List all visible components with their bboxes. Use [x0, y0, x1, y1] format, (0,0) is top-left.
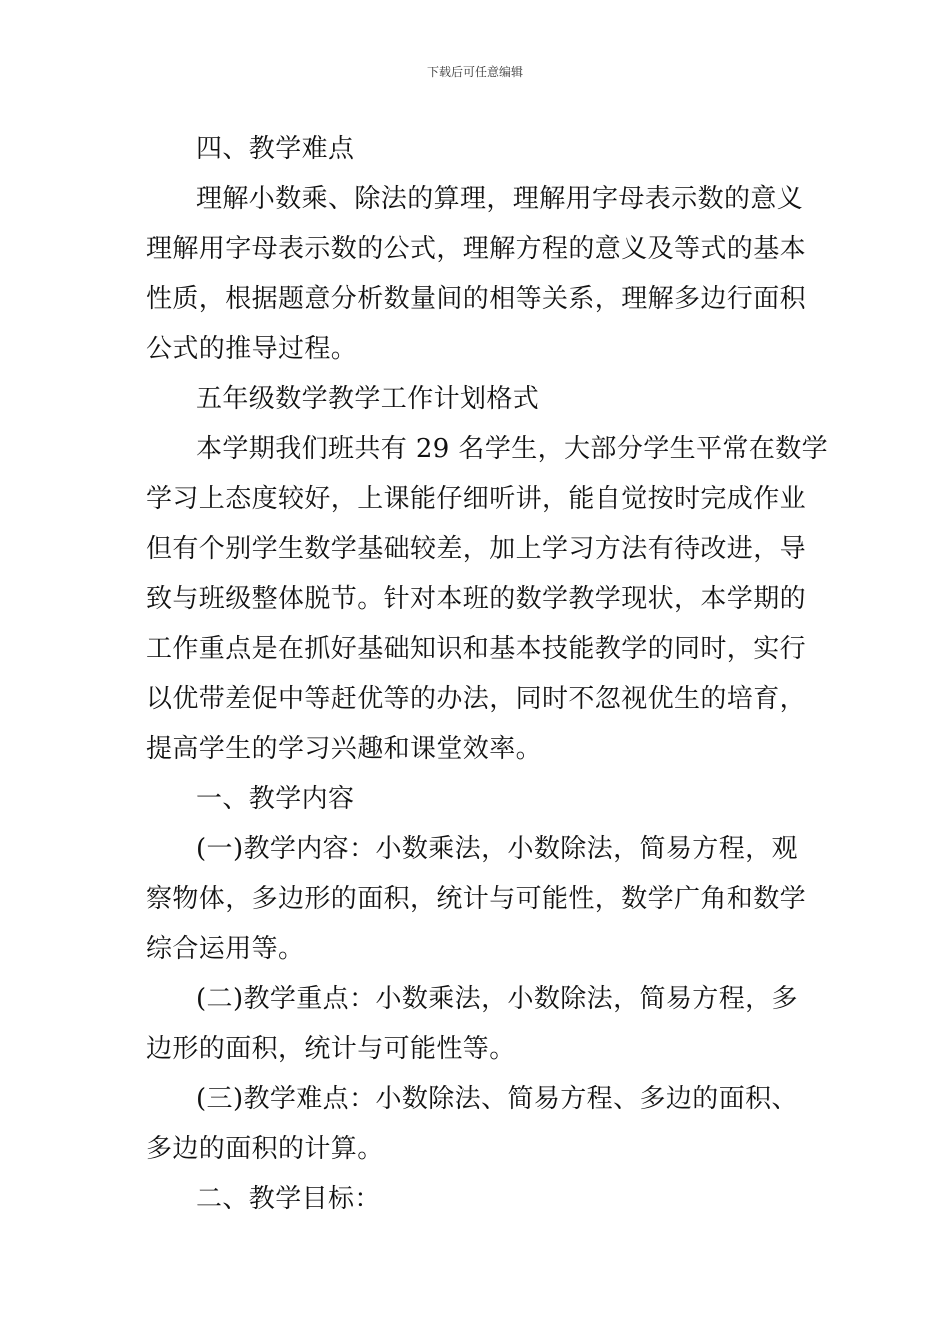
heading-teaching-goals: 二、教学目标： — [196, 1184, 381, 1214]
paragraph-line: (三)教学难点：小数除法、简易方程、多边的面积、 — [196, 1084, 798, 1114]
paragraph-line: 工作重点是在抓好基础知识和基本技能教学的同时，实行 — [146, 634, 807, 664]
paragraph-line: 理解小数乘、除法的算理，理解用字母表示数的意义 — [196, 184, 804, 214]
paragraph-line: 致与班级整体脱节。针对本班的数学教学现状，本学期的 — [146, 584, 807, 614]
paragraph-line: 性质，根据题意分析数量间的相等关系，理解多边行面积 — [146, 284, 807, 314]
paragraph-line: 本学期我们班共有 29 名学生，大部分学生平常在数学 — [196, 434, 829, 464]
paragraph-line: 察物体，多边形的面积，统计与可能性，数学广角和数学 — [146, 884, 807, 914]
paragraph-line: 理解用字母表示数的公式，理解方程的意义及等式的基本 — [146, 234, 807, 264]
paragraph-line: 但有个别学生数学基础较差，加上学习方法有待改进，导 — [146, 534, 807, 564]
paragraph-line: 综合运用等。 — [146, 934, 305, 964]
paragraph-line: (一)教学内容：小数乘法，小数除法，简易方程，观 — [196, 834, 798, 864]
paragraph-line: 提高学生的学习兴趣和课堂效率。 — [146, 734, 543, 764]
page-header-note: 下载后可任意编辑 — [426, 65, 523, 79]
heading-plan-format: 五年级数学教学工作计划格式 — [196, 384, 540, 414]
paragraph-line: (二)教学重点：小数乘法，小数除法，简易方程，多 — [196, 984, 798, 1014]
paragraph-line: 边形的面积，统计与可能性等。 — [146, 1034, 516, 1064]
paragraph-line: 以优带差促中等赶优等的办法，同时不忽视优生的培育， — [146, 684, 807, 714]
paragraph-line: 多边的面积的计算。 — [146, 1134, 384, 1164]
heading-teaching-content: 一、教学内容 — [196, 784, 355, 814]
paragraph-line: 学习上态度较好，上课能仔细听讲，能自觉按时完成作业 — [146, 484, 807, 514]
heading-teaching-difficulties: 四、教学难点 — [196, 134, 355, 164]
paragraph-line: 公式的推导过程。 — [146, 334, 358, 364]
